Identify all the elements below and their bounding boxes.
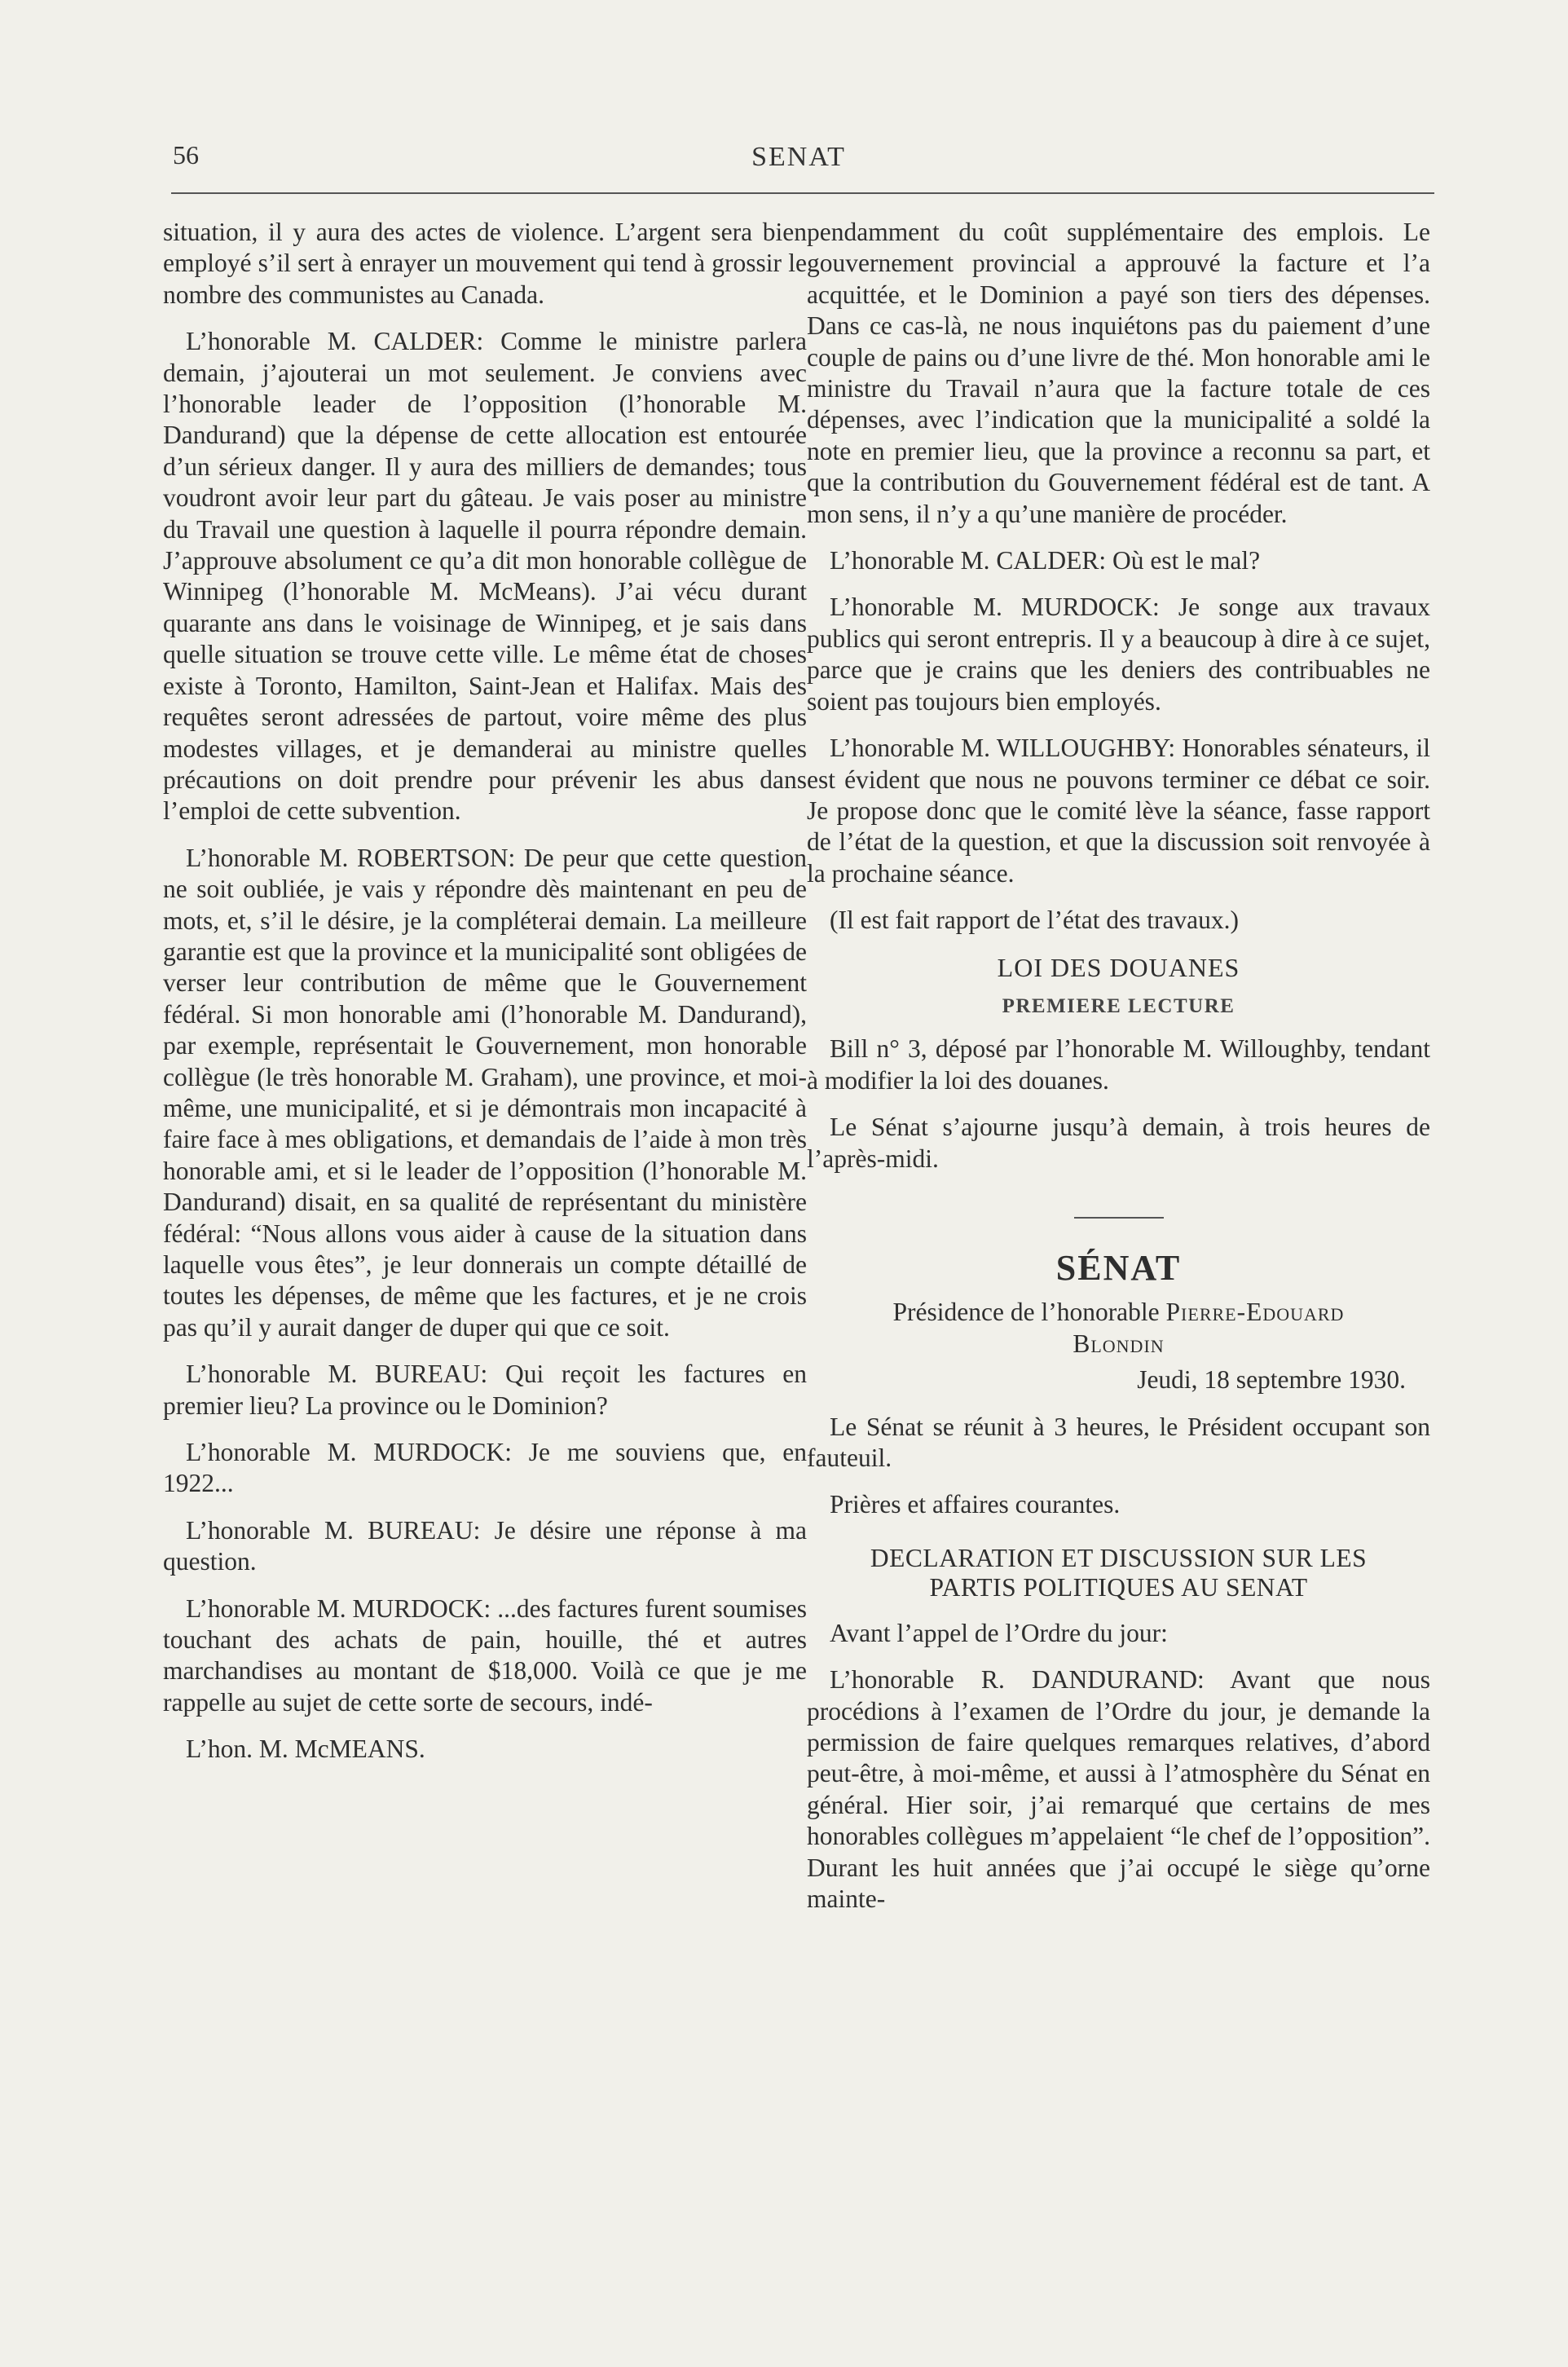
presidence-line <box>807 1297 1430 1328</box>
left-column <box>163 217 807 1781</box>
column-footer: L’hon. M. McMEANS. <box>186 1734 425 1764</box>
paragraph: Avant l’appel de l’Ordre du jour: <box>830 1618 1168 1647</box>
declaration-heading-line-2: PARTIS POLITIQUES AU SENAT <box>929 1572 1308 1602</box>
paragraph: Le Sénat se réunit à 3 heures, le Président occupant son fauteuil. <box>807 1412 1430 1472</box>
paragraph: Bill n° 3, déposé par l’honorable M. Willoughby, tendant à modifier la loi des douanes. <box>807 1034 1430 1095</box>
paragraph: L’honorable M. BUREAU: Qui reçoit les factures en premier lieu? La province ou le Dominion? <box>163 1360 807 1420</box>
declaration-heading-line-1: DECLARATION ET DISCUSSION SUR LES <box>870 1543 1368 1572</box>
paragraph: L’honorable M. ROBERTSON: De peur que cette question ne soit oubliée, je vais y répondre dès maintenant en peu de mots, et, s’il le désire, je la compléterai demain. La meilleure garantie est que la province et la municipalité sont obligées de verser leur contribution de même que le Gouvernement fédéral. Si mon honorable ami (l’honorable M. Dandurand), par exemple, représentait le Gouvernement, mon honorable collègue (le très honorable M. Graham), une province, et moi-même, une municipalité, et si je démontrais mon incapacité à faire face à mes obligations, et demandais de l’aide à mon très honorable ami, et si le leader de l’opposition (l’honorable M. Dandurand) disait, en sa qualité de représentant du ministère fédéral: “Nous allons vous aider à cause de la situation dans laquelle vous êtes”, je leur donnerais un compte détaillé de toutes les dépenses, de même que les factures, et je ne crois pas qu’il y aurait danger de duper qui que ce soit. <box>163 843 807 1342</box>
header-rule <box>171 192 1434 194</box>
paragraph: pendamment du coût supplémentaire des emplois. Le gouvernement provincial a approuvé la facture et l’a acquittée, et le Dominion a payé son tiers des dépenses. Dans ce cas-là, ne nous inquiétons pas du paiement d’une couple de pains ou d’une livre de thé. Mon honorable ami le ministre du Travail n’aura que la facture totale de ces dépenses, avec l’indication que la municipalité a soldé la note en premier lieu, que la province a reconnu sa part, et que la contribution du Gouvernement fédéral est de tant. A mon sens, il n’y a qu’une manière de procéder. <box>807 218 1430 528</box>
sitting-date: Jeudi, 18 septembre 1930. <box>1137 1365 1406 1395</box>
paragraph: L’honorable M. MURDOCK: Je me souviens que, en 1922... <box>163 1438 807 1498</box>
right-column <box>807 217 1430 1930</box>
paragraph: L’honorable M. MURDOCK: Je songe aux travaux publics qui seront entrepris. Il y a beaucoup à dire à ce sujet, parce que je crains que les deniers des contribuables ne soient pas toujours bien employés. <box>807 593 1430 716</box>
president-name: Pierre-Edouard <box>1165 1298 1345 1327</box>
paragraph: L’honorable M. BUREAU: Je désire une réponse à ma question. <box>163 1515 807 1576</box>
paragraph: L’honorable M. CALDER: Comme le ministre parlera demain, j’ajouterai un mot seulement. Je conviens avec l’honorable leader de l’opposition (l’honorable M. Dandurand) que la dépense de cette allocation est entourée d’un sérieux danger. Il y aura des milliers de demandes; tous voudront avoir leur part du gâteau. Je vais poser au ministre du Travail une question à laquelle il pourra répondre demain. J’approuve absolument ce qu’a dit mon honorable collègue de Winnipeg (l’honorable M. McMeans). J’ai vécu durant quarante ans dans le voisinage de Winnipeg, et je sais dans quelle situation se trouve cette ville. Le même état de choses existe à Toronto, Hamilton, Saint-Jean et Halifax. Mais des requêtes seront adressées de partout, voire même des plus modestes villages, et je demanderai au ministre quelles précautions on doit prendre pour prévenir les abus dans l’emploi de cette subvention. <box>163 327 807 826</box>
presidence-prefix: Présidence de l’honorable <box>892 1298 1160 1327</box>
paragraph: L’honorable R. DANDURAND: Avant que nous procédions à l’examen de l’Ordre du jour, je demande la permission de faire quelques remarques relatives, d’abord peut-être, à moi-même, et aussi à l’atmosphère du Sénat en général. Hier soir, j’ai remarqué que certains de mes honorables collègues m’appelaient “le chef de l’opposition”. Durant les huit années que j’ai occupé le siège qu’orne mainte- <box>807 1665 1430 1914</box>
page-header <box>163 130 1434 179</box>
senate-heading: SÉNAT <box>1055 1247 1182 1288</box>
paragraph: L’honorable M. MURDOCK: ...des factures furent soumises touchant des achats de pain, houille, thé et autres marchandises au montant de $18,000. Voilà ce que je me rappelle au sujet de cette sorte de secours, indé- <box>163 1593 807 1717</box>
section-separator <box>1074 1217 1164 1219</box>
section-subheading: PREMIERE LECTURE <box>1002 994 1235 1017</box>
president-surname: Blondin <box>1072 1329 1165 1358</box>
paragraph: (Il est fait rapport de l’état des travaux.) <box>830 906 1240 935</box>
paragraph: Le Sénat s’ajourne jusqu’à demain, à trois heures de l’après-midi. <box>807 1113 1430 1173</box>
section-heading: LOI DES DOUANES <box>997 952 1240 982</box>
running-title: SENAT <box>751 142 846 172</box>
paragraph: L’honorable M. CALDER: Où est le mal? <box>830 546 1261 575</box>
paragraph: situation, il y aura des actes de violence. L’argent sera bien employé s’il sert à enrayer un mouvement qui tend à grossir le nombre des communistes au Canada. <box>163 218 807 309</box>
paragraph: L’honorable M. WILLOUGHBY: Honorables sénateurs, il est évident que nous ne pouvons terminer ce débat ce soir. Je propose donc que le comité lève la séance, fasse rapport de l’état de la question, et que la discussion soit renvoyée à la prochaine séance. <box>807 734 1430 888</box>
paragraph: Prières et affaires courantes. <box>830 1490 1121 1519</box>
declaration-heading <box>807 1544 1430 1602</box>
page-number: 56 <box>173 140 199 170</box>
